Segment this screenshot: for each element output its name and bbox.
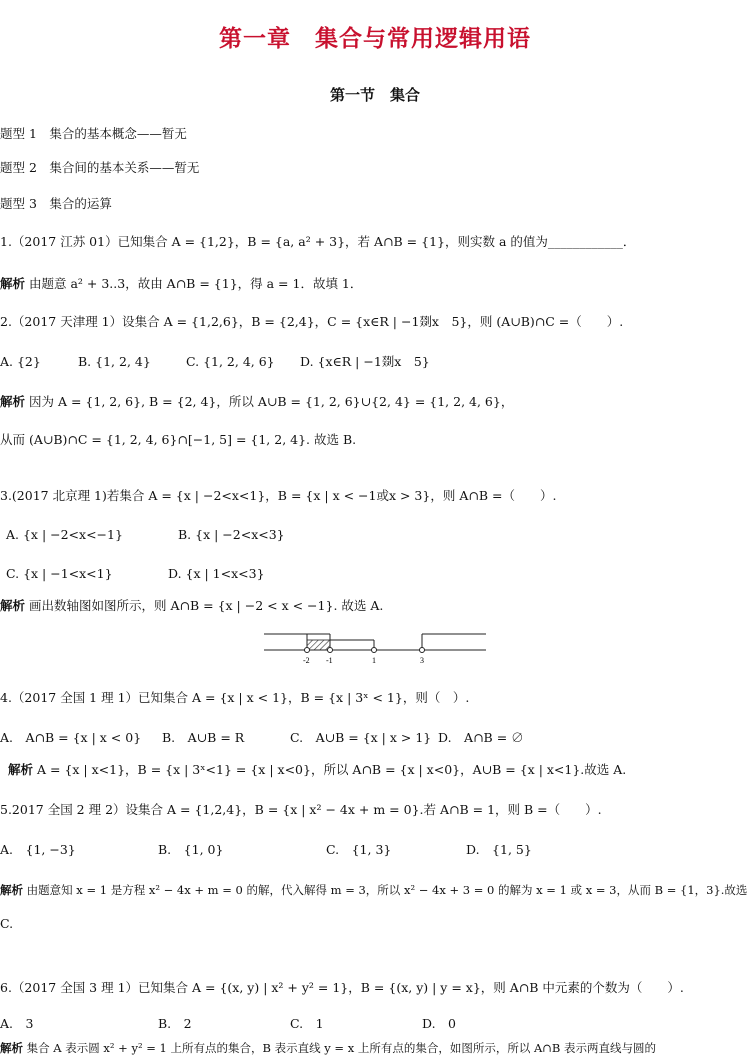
q2-option-a: A. {2} — [0, 354, 41, 369]
q5-option-b: B. {1, 0} — [158, 842, 224, 857]
q4-analysis-line — [8, 762, 626, 778]
tick-label-minus-1: -1 — [326, 656, 333, 665]
q2-option-b: B. {1, 2, 4} — [78, 354, 151, 369]
point-1 — [372, 648, 377, 653]
q1-analysis-line — [0, 276, 362, 292]
q5-option-d: D. {1, 5} — [466, 842, 532, 857]
point-minus-2 — [305, 648, 310, 653]
q3-analysis-label: 解析 — [0, 598, 26, 613]
topic-3: 题型 3 集合的运算 — [0, 196, 112, 211]
q3-option-d: D. {x | 1<x<3} — [168, 566, 265, 581]
q1-analysis-text: 由题意 a² + 3..3，故由 A∩B = {1}，得 a = 1．故填 1． — [29, 276, 363, 291]
q2-question: 2.（2017 天津理 1）设集合 A = {1,2,6}，B = {2,4}，C = {x∈R | −1剟x 5}，则 (A∪B)∩C =（ ）. — [0, 314, 624, 329]
q5-option-c: C. {1, 3} — [326, 842, 392, 857]
q1-question: 1.（2017 江苏 01）已知集合 A = {1,2}，B = {a, a² + 3}，若 A∩B = {1}，则实数 a 的值为____________． — [0, 234, 636, 249]
section-title: 第一节 集合 — [329, 86, 420, 104]
tick-label-minus-2: -2 — [303, 656, 310, 665]
q6-option-b: B. 2 — [158, 1016, 192, 1031]
q6-option-a: A. 3 — [0, 1016, 34, 1031]
q5-analysis-line-2: C. — [0, 916, 14, 931]
q2-analysis-line-1 — [0, 394, 513, 410]
q3-option-c: C. {x | −1<x<1} — [6, 566, 113, 581]
topic-1: 题型 1 集合的基本概念——暂无 — [0, 126, 187, 141]
q6-analysis-label: 解析 — [0, 1041, 23, 1055]
q4-question: 4.（2017 全国 1 理 1）已知集合 A = {x | x < 1}，B = {x | 3ˣ < 1}，则（ ）. — [0, 690, 470, 705]
point-minus-1 — [328, 648, 333, 653]
q3-option-b: B. {x | −2<x<3} — [178, 527, 285, 542]
q6-option-c: C. 1 — [290, 1016, 324, 1031]
q4-option-d: D. A∩B = ∅ — [438, 730, 524, 745]
q6-analysis-line — [0, 1040, 656, 1056]
q6-question: 6.（2017 全国 3 理 1）已知集合 A = {(x, y) | x² + y² = 1}，B = {(x, y) | y = x}，则 A∩B 中元素的个数为（ ）. — [0, 980, 684, 995]
q5-option-a: A. {1, −3} — [0, 842, 76, 857]
q4-option-c: C. A∪B = {x | x > 1} — [290, 730, 432, 745]
q3-option-a: A. {x | −2<x<−1} — [6, 527, 123, 542]
q4-analysis-text: A = {x | x<1}，B = {x | 3ˣ<1} = {x | x<0}，所以 A∩B = {x | x<0}，A∪B = {x | x<1}.故选 A. — [37, 762, 627, 777]
q5-question: 5.2017 全国 2 理 2）设集合 A = {1,2,4}，B = {x | x² − 4x + m = 0}.若 A∩B = 1，则 B =（ ）. — [0, 802, 602, 817]
tick-label-3: 3 — [420, 656, 424, 665]
q2-analysis-label: 解析 — [0, 394, 26, 409]
q2-analysis-line-2: 从而 (A∪B)∩C = {1, 2, 4, 6}∩[−1, 5] = {1, 2, 4}. 故选 B. — [0, 432, 357, 447]
tick-label-1: 1 — [372, 656, 376, 665]
q4-option-a: A. A∩B = {x | x < 0} — [0, 730, 142, 745]
q6-analysis-text: 集合 A 表示圆 x² + y² = 1 上所有点的集合，B 表示直线 y = x 上所有点的集合，如图所示，所以 A∩B 表示两直线与圆的 — [26, 1041, 657, 1055]
number-line-diagram — [262, 628, 488, 666]
q5-analysis-label: 解析 — [0, 883, 23, 897]
q5-analysis-text-1: 由题意知 x = 1 是方程 x² − 4x + m = 0 的解，代入解得 m = 3，所以 x² − 4x + 3 = 0 的解为 x = 1 或 x = 3，从而 B = {1，3}.故选 — [26, 883, 748, 897]
q2-analysis-text-1: 因为 A = {1, 2, 6}, B = {2, 4}，所以 A∪B = {1, 2, 6}∪{2, 4} = {1, 2, 4, 6}， — [29, 394, 514, 409]
q2-option-d: D. {x∈R | −1剟x 5} — [300, 354, 430, 369]
point-3 — [420, 648, 425, 653]
q2-option-c: C. {1, 2, 4, 6} — [186, 354, 275, 369]
q6-option-d: D. 0 — [422, 1016, 457, 1031]
q3-analysis-line — [0, 598, 383, 614]
chapter-title: 第一章 集合与常用逻辑用语 — [219, 26, 531, 52]
q3-analysis-text: 画出数轴图如图所示，则 A∩B = {x | −2 < x < −1}. 故选 A. — [29, 598, 384, 613]
topic-2: 题型 2 集合间的基本关系——暂无 — [0, 160, 200, 175]
q3-question: 3.(2017 北京理 1)若集合 A = {x | −2<x<1}，B = {x | x < −1或x > 3}，则 A∩B =（ ）. — [0, 488, 557, 503]
q5-analysis-line-1 — [0, 882, 747, 898]
q4-option-b: B. A∪B = R — [162, 730, 245, 745]
q1-analysis-label: 解析 — [0, 276, 26, 291]
q4-analysis-label: 解析 — [8, 762, 34, 777]
intersection-hatch — [307, 640, 330, 650]
